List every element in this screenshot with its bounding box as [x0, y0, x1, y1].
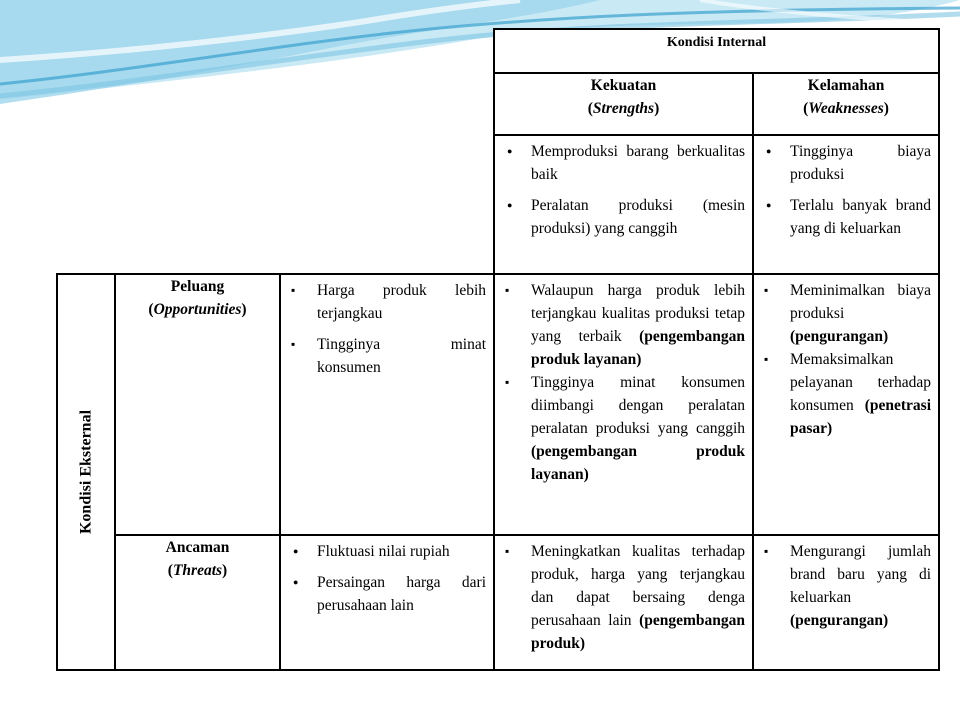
internal-header: Kondisi Internal — [494, 29, 939, 73]
threats-cell — [280, 535, 494, 670]
wt-strategy-cell — [753, 535, 939, 670]
weakness-item: ● Terlalu banyak brand yang di keluarkan — [754, 194, 931, 240]
threat-item: ● Fluktuasi nilai rupiah — [281, 540, 486, 563]
st-strategy-cell — [494, 535, 753, 670]
wo-strategy-item: ▪ Meminimalkan biaya produksi (pengurangan) — [754, 279, 931, 348]
swot-matrix — [56, 28, 940, 671]
so-strategy-item: ▪ Walaupun harga produk lebih terjangkau kualitas produksi tetap yang terbaik (pengembangan produk layanan) — [495, 279, 745, 371]
weakness-item: ● Tingginya biaya produksi — [754, 140, 931, 186]
strength-item: ● Memproduksi barang berkualitas baik — [495, 140, 745, 186]
empty-corner — [57, 29, 494, 73]
strengths-cell — [494, 135, 753, 274]
wo-strategy-item: ▪ Memaksimalkan pelayanan terhadap konsumen (penetrasi pasar) — [754, 348, 931, 440]
threat-item: ● Persaingan harga dari perusahaan lain — [281, 571, 486, 617]
so-strategy-item: ▪ Tingginya minat konsumen diimbangi dengan peralatan peralatan produksi yang canggih (pengembangan produk layanan) — [495, 371, 745, 486]
strength-item: ● Peralatan produksi (mesin produksi) yang canggih — [495, 194, 745, 240]
opportunities-cell — [280, 274, 494, 535]
wo-strategy-cell — [753, 274, 939, 535]
weaknesses-header: Kelamahan (Weaknesses) — [753, 73, 939, 135]
wt-strategy-item: ▪ Mengurangi jumlah brand baru yang di keluarkan (pengurangan) — [754, 540, 931, 632]
weaknesses-cell — [753, 135, 939, 274]
opportunity-item: ▪ Harga produk lebih terjangkau — [281, 279, 486, 325]
so-strategy-cell — [494, 274, 753, 535]
external-header: Kondisi Eksternal — [57, 274, 115, 670]
opportunity-item: ▪ Tingginya minat konsumen — [281, 333, 486, 379]
opportunities-label: Peluang (Opportunities) — [115, 274, 280, 535]
strengths-header: Kekuatan (Strengths) — [494, 73, 753, 135]
st-strategy-item: ▪ Meningkatkan kualitas terhadap produk, harga yang terjangkau dan dapat bersaing denga perusahaan lain (pengembangan produk) — [495, 540, 745, 655]
threats-label: Ancaman (Threats) — [115, 535, 280, 670]
